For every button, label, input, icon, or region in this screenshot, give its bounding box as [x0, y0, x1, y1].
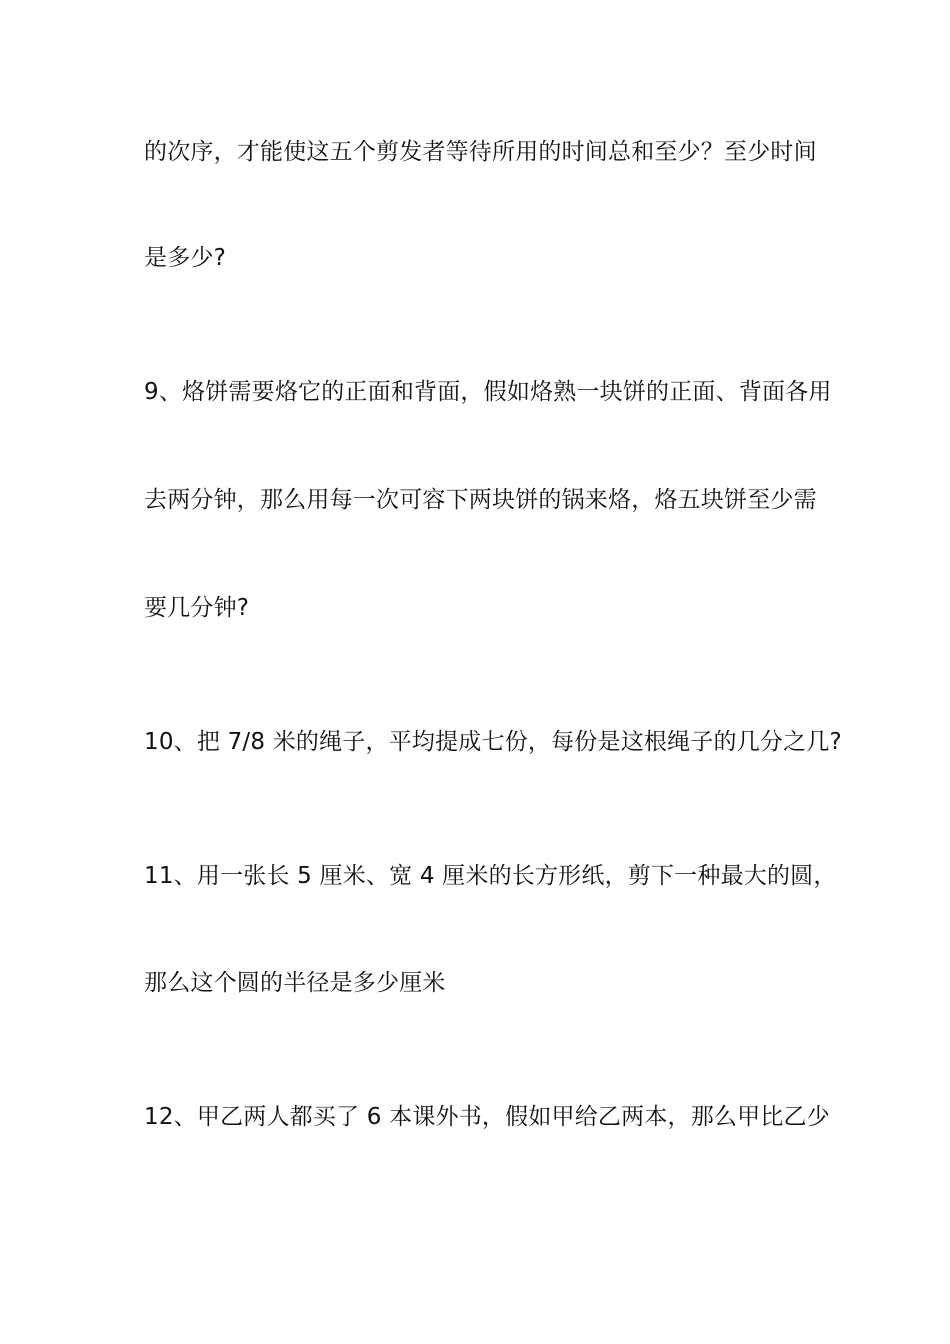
text-line: 的次序，才能使这五个剪发者等待所用的时间总和至少？至少时间: [144, 139, 817, 165]
text-line: 去两分钟，那么用每一次可容下两块饼的锅来烙，烙五块饼至少需: [144, 487, 817, 513]
text-line: 那么这个圆的半径是多少厘米: [144, 970, 446, 996]
question-10-line: 10、把 7/8 米的绳子，平均提成七份，每份是这根绳子的几分之几?: [144, 729, 842, 755]
text-line: 是多少?: [144, 245, 227, 271]
question-9-line: 9、烙饼需要烙它的正面和背面，假如烙熟一块饼的正面、背面各用: [144, 379, 832, 405]
question-12-line: 12、甲乙两人都买了 6 本课外书，假如甲给乙两本，那么甲比乙少: [144, 1104, 830, 1130]
question-11-line: 11、用一张长 5 厘米、宽 4 厘米的长方形纸，剪下一种最大的圆，: [144, 863, 837, 889]
text-line: 要几分钟?: [144, 595, 250, 621]
